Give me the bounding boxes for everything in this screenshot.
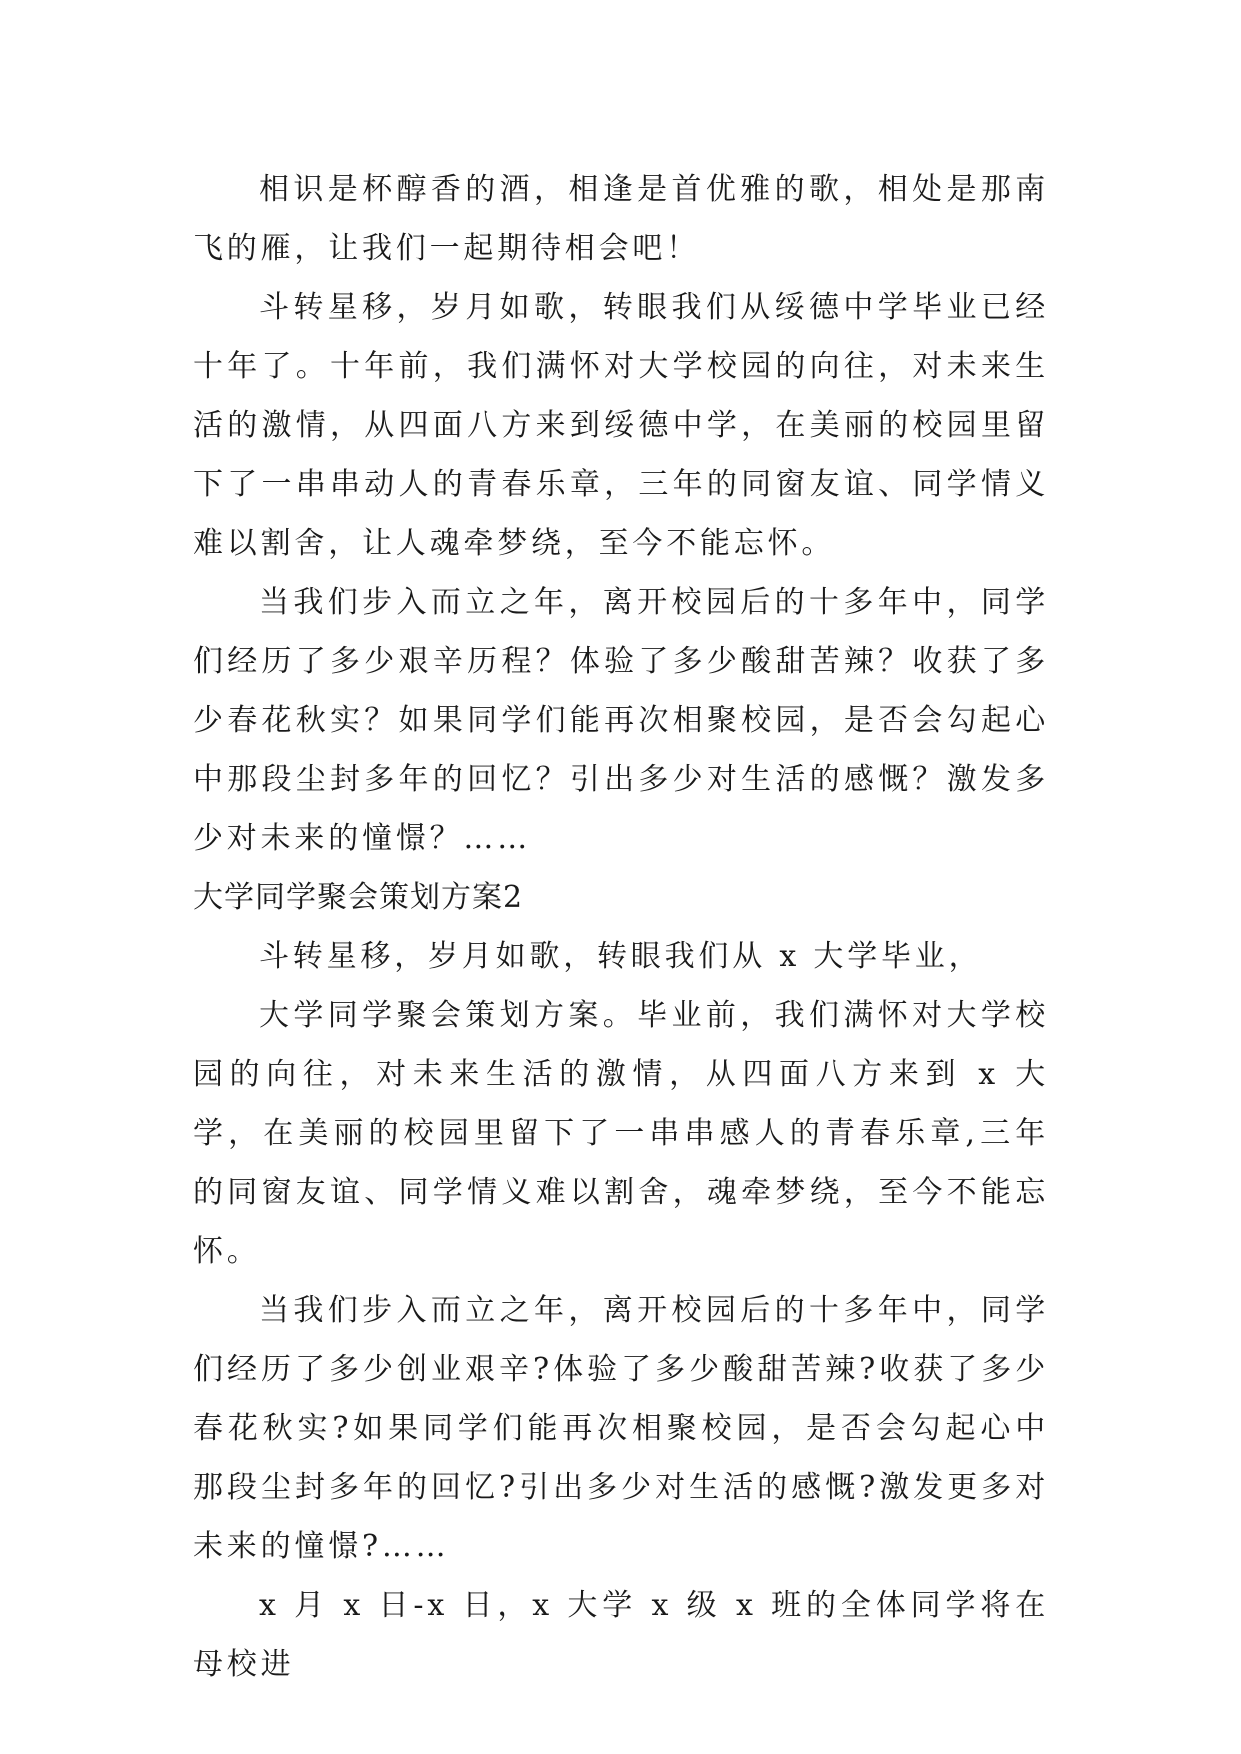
section-title: 大学同学聚会策划方案2 [193, 880, 524, 915]
paragraph-1: 相识是杯醇香的酒，相逢是首优雅的歌，相处是那南飞的雁，让我们一起期待相会吧！ [193, 172, 1049, 266]
paragraph-5: 大学同学聚会策划方案。毕业前，我们满怀对大学校园的向往，对未来生活的激情，从四面八方来到 x 大学，在美丽的校园里留下了一串串感人的青春乐章,三年的同窗友谊、同学情义难以割舍，魂牵梦绕，至今不能忘怀。 [193, 998, 1049, 1269]
paragraph-7: x 月 x 日-x 日，x 大学 x 级 x 班的全体同学将在母校进 [193, 1588, 1049, 1682]
paragraph-3: 当我们步入而立之年，离开校园后的十多年中，同学们经历了多少艰辛历程？体验了多少酸甜苦辣？收获了多少春花秋实？如果同学们能再次相聚校园，是否会勾起心中那段尘封多年的回忆？引出多少对生活的感慨？激发多少对未来的憧憬？…… [193, 585, 1049, 856]
document-page [193, 160, 1049, 1694]
paragraph-4: 斗转星移，岁月如歌，转眼我们从 x 大学毕业， [259, 939, 983, 974]
paragraph-6: 当我们步入而立之年，离开校园后的十多年中，同学们经历了多少创业艰辛?体验了多少酸甜苦辣?收获了多少春花秋实?如果同学们能再次相聚校园，是否会勾起心中那段尘封多年的回忆?引出多少对生活的感慨?激发更多对未来的憧憬?…… [193, 1293, 1049, 1564]
paragraph-2: 斗转星移，岁月如歌，转眼我们从绥德中学毕业已经十年了。十年前，我们满怀对大学校园的向往，对未来生活的激情，从四面八方来到绥德中学，在美丽的校园里留下了一串串动人的青春乐章，三年的同窗友谊、同学情义难以割舍，让人魂牵梦绕，至今不能忘怀。 [193, 290, 1049, 561]
